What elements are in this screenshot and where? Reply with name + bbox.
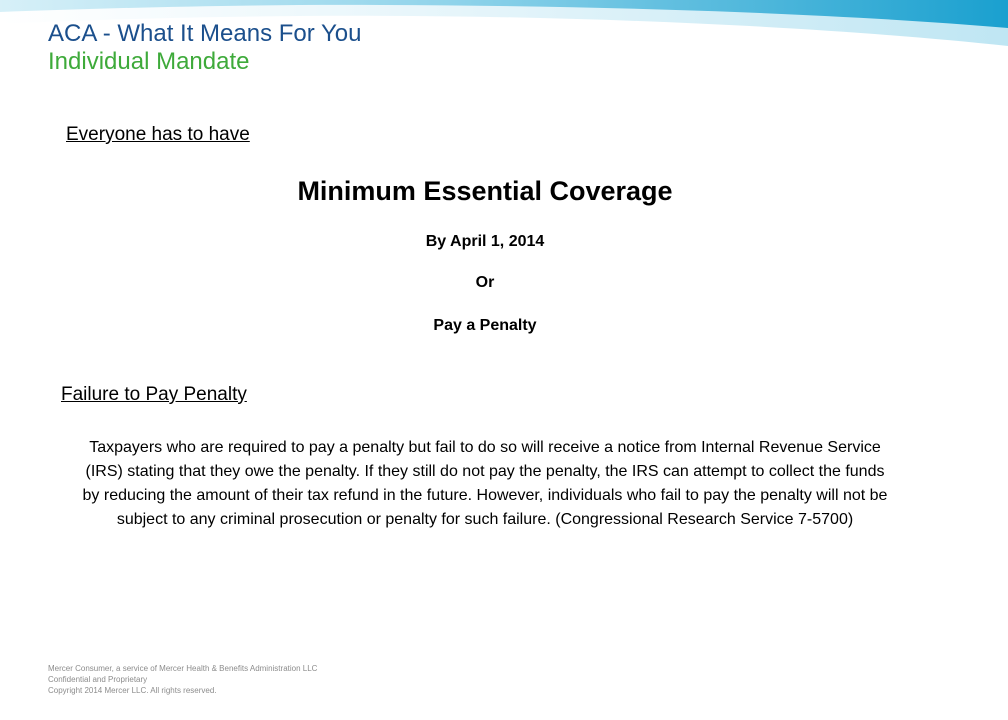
or-text: Or [475, 274, 495, 291]
coverage-title: Minimum Essential Coverage [297, 176, 673, 206]
requirement-heading: Everyone has to have [66, 124, 250, 145]
deadline-text: By April 1, 2014 [425, 233, 545, 250]
failure-paragraph: Taxpayers who are required to pay a penalty but fail to do so will receive a notice from Internal Revenue Service (IRS) stating that they owe the penalty. If they still do not pay the penalty, the IRS can attempt to collect the funds by reducing the amount of their tax refund in the future. However, individuals who fail to pay the penalty will not be subject to any criminal prosecution or penalty for such failure. (Congressional Research Service 7-5700) [82, 439, 888, 528]
footer-confidential: Confidential and Proprietary [48, 675, 148, 684]
penalty-text: Pay a Penalty [433, 317, 537, 334]
footer-copyright: Copyright 2014 Mercer LLC. All rights reserved. [48, 686, 217, 695]
footer-company: Mercer Consumer, a service of Mercer Health & Benefits Administration LLC [48, 664, 318, 673]
page-title: ACA - What It Means For You [48, 20, 362, 47]
failure-heading: Failure to Pay Penalty [61, 384, 247, 405]
page-subtitle: Individual Mandate [48, 48, 250, 75]
